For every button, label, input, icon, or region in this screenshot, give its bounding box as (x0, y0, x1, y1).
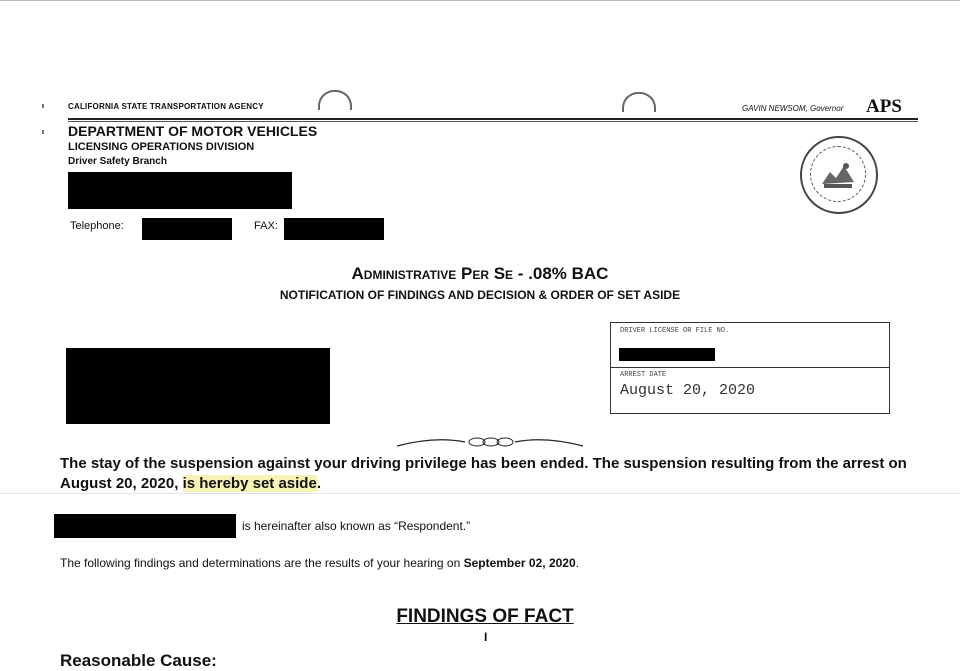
seal-emblem (800, 136, 874, 210)
stay-text-end: . (316, 475, 321, 492)
redacted-respondent-name (54, 514, 236, 538)
telephone-label: Telephone: (70, 220, 124, 232)
punch-hole-right (622, 92, 656, 112)
reasonable-cause-heading: Reasonable Cause: (60, 651, 217, 670)
set-aside-highlight: is hereby set aside (182, 475, 317, 492)
department-name: DEPARTMENT OF MOTOR VEHICLES (68, 123, 318, 139)
redacted-address (68, 172, 292, 209)
header-rule (68, 118, 918, 120)
arrest-date-label: ARREST DATE (620, 371, 667, 379)
license-number-label: DRIVER LICENSE OR FILE NO. (620, 327, 730, 335)
box-divider (611, 367, 889, 368)
document-subtitle: NOTIFICATION OF FINDINGS AND DECISION & ORDER OF SET ASIDE (279, 288, 681, 302)
punch-hole-left (318, 90, 352, 110)
document-title: Administrative Per Se - .08% BAC (351, 264, 609, 283)
flourish-ornament (395, 432, 585, 452)
scan-top-edge (0, 0, 960, 1)
form-code: APS (866, 96, 902, 117)
header-rule-thin (68, 121, 918, 122)
fax-label: FAX: (254, 220, 278, 232)
results-text-end: . (575, 556, 579, 570)
scan-mark (42, 104, 44, 108)
redacted-recipient (66, 348, 330, 424)
scan-mark (42, 130, 44, 134)
governor-name: GAVIN NEWSOM, Governor (742, 104, 844, 113)
stay-text: The stay of the suspension against your driving privilege has been ended. The suspension resulting from the arrest on August 20, 2020, (60, 455, 907, 492)
redacted-license-number (619, 348, 715, 361)
division-name: LICENSING OPERATIONS DIVISION (68, 141, 255, 153)
license-info-box (610, 322, 890, 414)
redacted-telephone (142, 218, 232, 240)
results-text: The following findings and determinations are the results of your hearing on (60, 556, 464, 570)
hearing-results-statement (60, 556, 579, 570)
redacted-fax (284, 218, 384, 240)
agency-name: CALIFORNIA STATE TRANSPORTATION AGENCY (68, 102, 264, 111)
respondent-statement: is hereinafter also known as “Respondent.” (242, 519, 471, 533)
findings-heading: FINDINGS OF FACT (396, 606, 574, 627)
scan-artifact-line (0, 493, 960, 494)
arrest-date-value: August 20, 2020 (620, 382, 756, 399)
hearing-date: September 02, 2020 (463, 556, 576, 570)
state-seal (800, 136, 878, 214)
branch-name: Driver Safety Branch (68, 156, 167, 167)
set-aside-statement (60, 454, 920, 494)
section-numeral: I (484, 630, 488, 644)
